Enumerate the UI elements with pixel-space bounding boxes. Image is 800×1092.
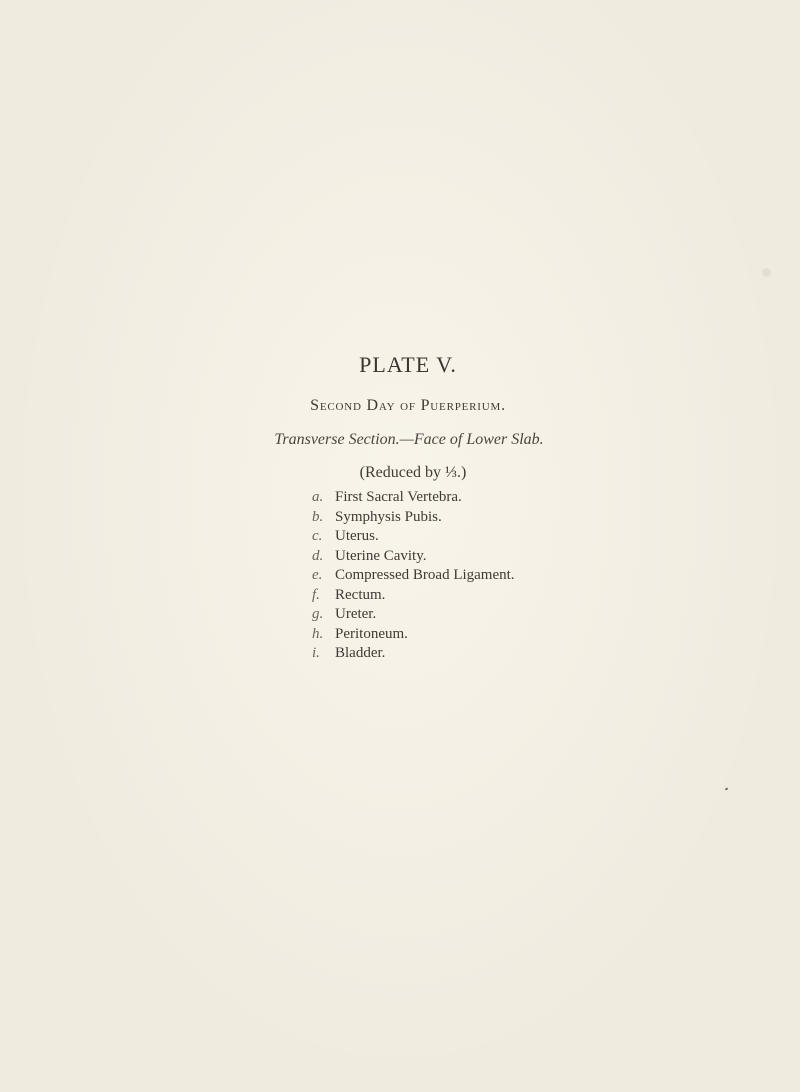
legend-label: Compressed Broad Ligament.: [335, 567, 515, 583]
legend-item: [312, 527, 515, 547]
legend-letter: i.: [312, 645, 320, 661]
legend-letter: d.: [312, 547, 324, 564]
legend-letter: h.: [312, 625, 324, 642]
legend-letter: b.: [312, 508, 324, 525]
legend-label: Uterine Cavity.: [335, 547, 427, 564]
legend-label: Bladder.: [335, 645, 386, 661]
reduction-note: (Reduced by ⅓.): [359, 464, 467, 481]
legend-label: Rectum.: [335, 586, 386, 603]
legend-letter: f.: [312, 586, 320, 603]
legend-letter: e.: [312, 567, 323, 583]
legend-label: First Sacral Vertebra.: [335, 489, 462, 505]
paper-speck: [762, 268, 771, 277]
legend-item: [312, 644, 515, 664]
legend-letter: g.: [312, 606, 324, 622]
legend-item: [312, 605, 515, 625]
legend-label: Symphysis Pubis.: [335, 508, 442, 525]
legend-list: [312, 488, 515, 664]
paper-speck: [725, 787, 729, 790]
legend-label: Uterus.: [335, 528, 379, 544]
legend-item: [312, 586, 515, 606]
legend-label: Ureter.: [335, 606, 377, 622]
plate-subtitle: Second Day of Puerperium.: [310, 397, 506, 414]
legend-item: [312, 488, 515, 508]
plate-title: PLATE V.: [359, 352, 457, 377]
legend-label: Peritoneum.: [335, 625, 408, 642]
legend-letter: a.: [312, 489, 324, 505]
legend-item: [312, 566, 515, 586]
legend-item: [312, 547, 515, 567]
legend-item: [312, 508, 515, 528]
legend-letter: c.: [312, 528, 323, 544]
legend-item: [312, 625, 515, 645]
section-description: Transverse Section.—Face of Lower Slab.: [274, 431, 544, 448]
